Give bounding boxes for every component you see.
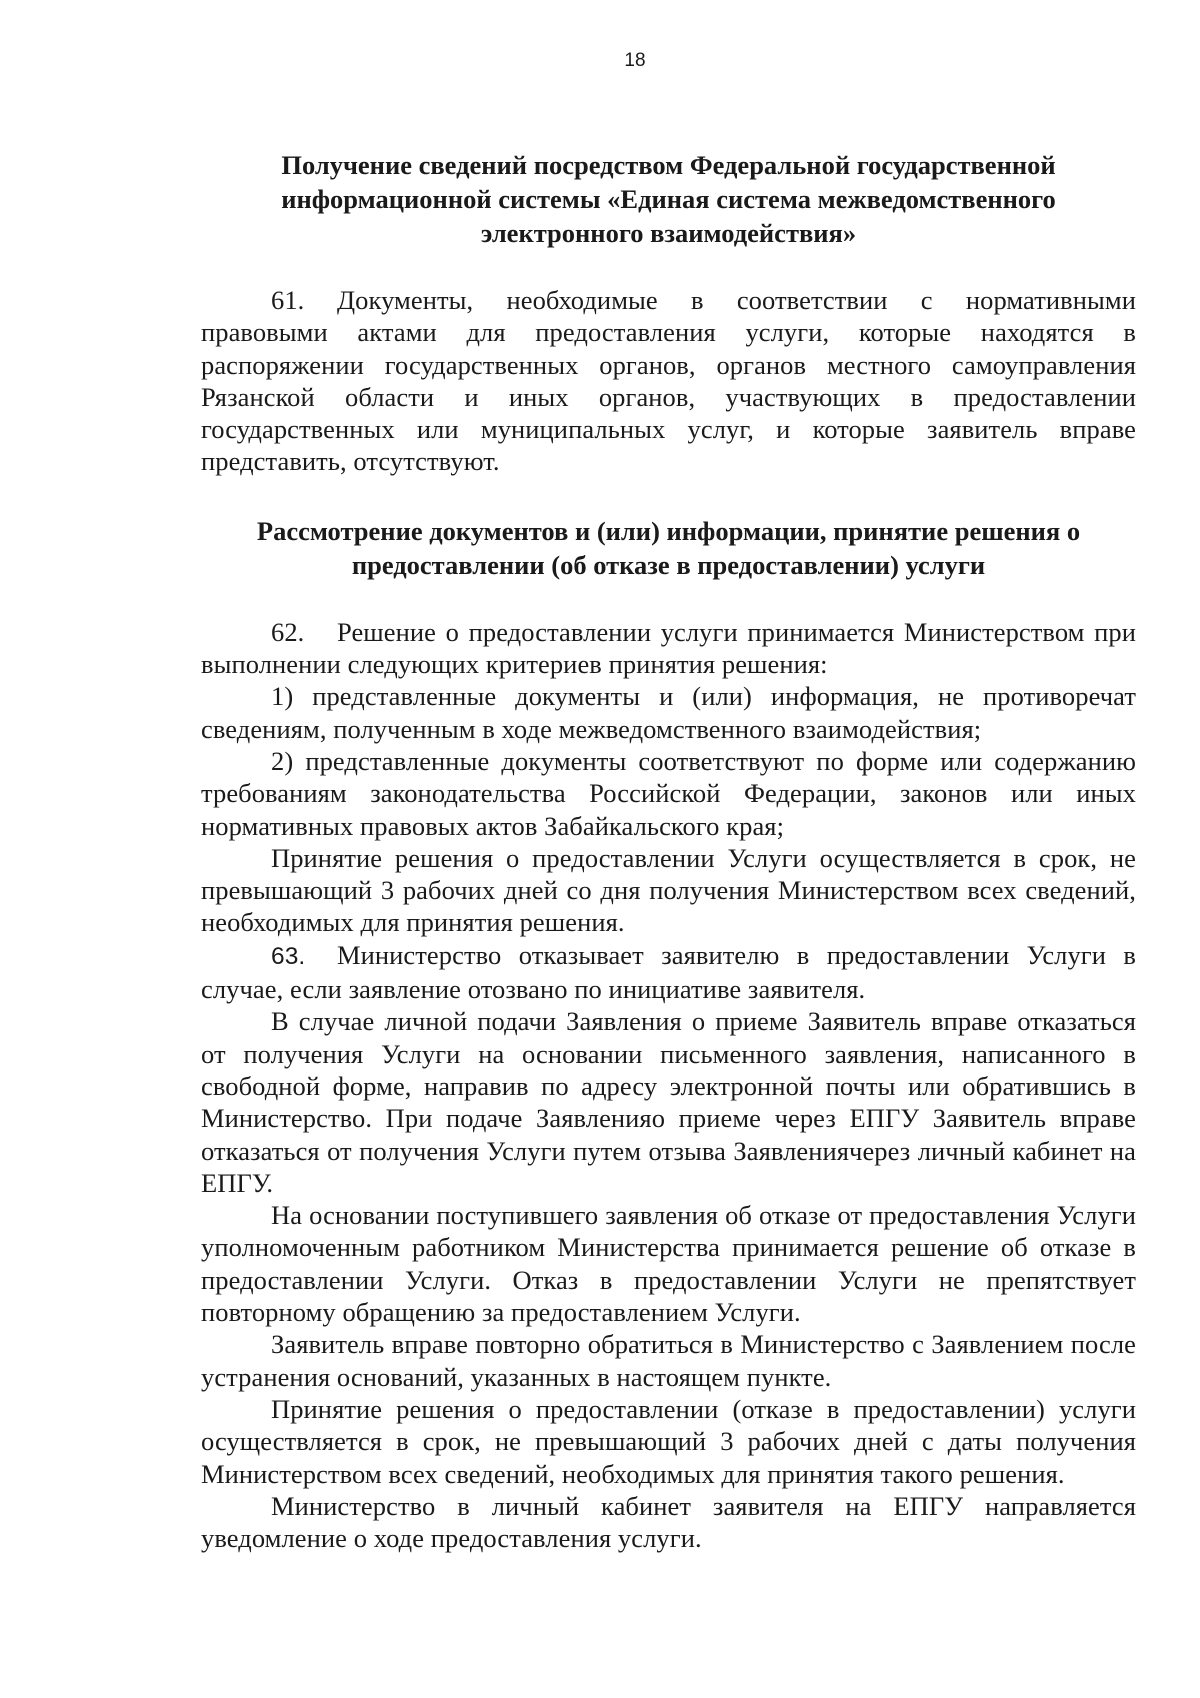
- paragraph-62-term: Принятие решения о предоставлении Услуги осуществляется в срок, не превышающий 3 рабочих дней со дня получения Министерством всех сведений, необходимых для принятия решения.: [201, 842, 1136, 938]
- criterion-2: 2) представленные документы соответствуют по форме или содержанию требованиям законодательства Российской Федерации, законов или иных нормативных правовых актов Забайкальского края;: [201, 745, 1136, 841]
- paragraph-61-text: Документы, необходимые в соответствии с нормативными правовыми актами для предоставления услуги, которые находятся в распоряжении государственных органов, органов местного самоуправления Рязанской области и иных органов, участвующих в предоставлении государственных или муниципальных услуг, и которые заявитель вправе представить, отсутствуют.: [201, 285, 1136, 477]
- paragraph-63-notification: Министерство в личный кабинет заявителя на ЕПГУ направляется уведомление о ходе предоставления услуги.: [201, 1490, 1136, 1554]
- paragraph-63-decision-term: Принятие решения о предоставлении (отказе в предоставлении) услуги осуществляется в срок, не превышающий 3 рабочих дней с даты получения Министерством всех сведений, необходимых для принятия такого решения.: [201, 1393, 1136, 1489]
- paragraph-63-repeat-application: Заявитель вправе повторно обратиться в Министерство с Заявлением после устранения оснований, указанных в настоящем пункте.: [201, 1329, 1136, 1392]
- paragraph-61: [201, 284, 1136, 478]
- paragraph-number-63: 63.: [271, 942, 306, 970]
- paragraph-63-refusal-basis: На основании поступившего заявления об отказе от предоставления Услуги уполномоченным работником Министерства принимается решение об отказе в предоставлении Услуги. Отказ в предоставлении Услуги не препятствует повторному обращению за предоставлением Услуги.: [201, 1200, 1136, 1328]
- section-heading-interagency: Получение сведений посредством Федеральной государственной информационной системы «Единая система межведомственного электронного взаимодействия»: [281, 150, 1056, 248]
- paragraph-number-62: 62.: [271, 616, 305, 647]
- criterion-1: 1) представленные документы и (или) информация, не противоречат сведениям, полученным в ходе межведомственного взаимодействия;: [201, 681, 1136, 744]
- paragraph-number-61: 61.: [271, 285, 305, 315]
- page-number: 18: [624, 50, 646, 71]
- paragraph-63-text: Министерство отказывает заявителю в предоставлении Услуги в случае, если заявление отозвано по инициативе заявителя.: [201, 939, 1136, 1005]
- paragraph-63: [201, 939, 1136, 1006]
- section-heading-decision: Рассмотрение документов и (или) информации, принятие решения о предоставлении (об отказе в предоставлении) услуги: [256, 515, 1081, 580]
- page-content: [201, 140, 1136, 1554]
- paragraph-63-personal-submission: В случае личной подачи Заявления о приеме Заявитель вправе отказаться от получения Услуги на основании письменного заявления, написанного в свободной форме, направив по адресу электронной почты или обратившись в Министерство. При подаче Заявленияо приеме через ЕПГУ Заявитель вправе отказаться от получения Услуги путем отзыва Заявлениячерез личный кабинет на ЕПГУ.: [201, 1006, 1136, 1198]
- paragraph-62-text: Решение о предоставлении услуги принимается Министерством при выполнении следующих критериев принятия решения:: [201, 616, 1136, 680]
- paragraph-62: [201, 616, 1136, 681]
